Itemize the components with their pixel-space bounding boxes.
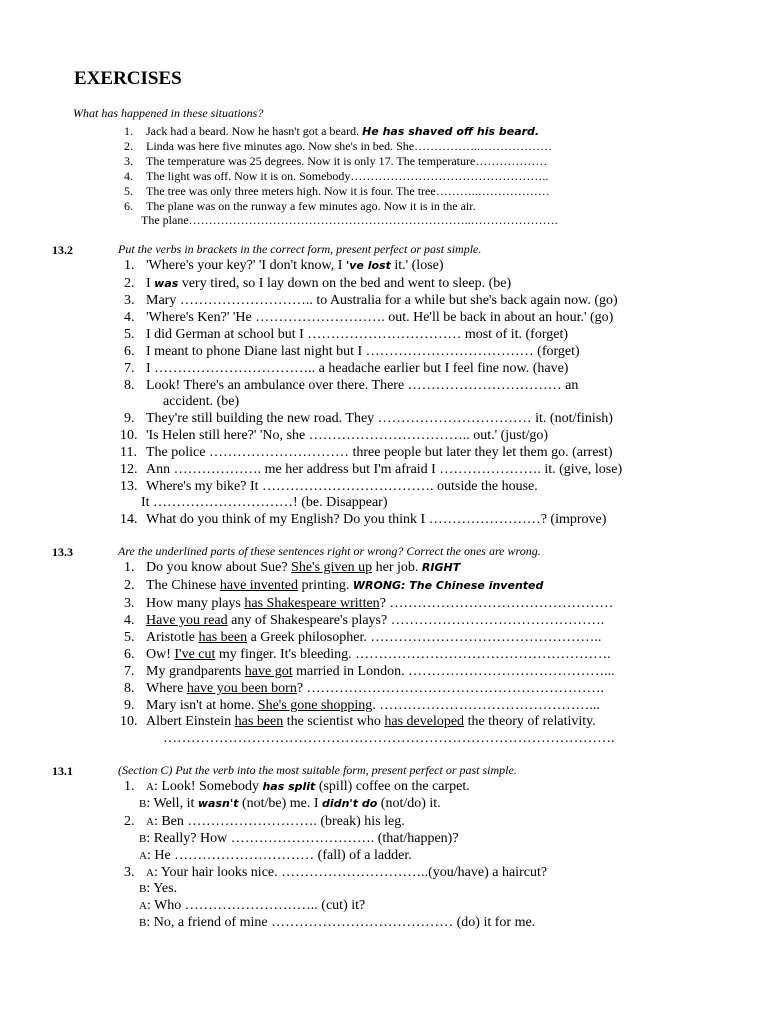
speaker-label: A xyxy=(146,816,154,828)
sentence-text: my finger. It's bleeding. ………………………………………………. xyxy=(215,647,611,662)
item-number: 4. xyxy=(124,310,135,325)
item-number: 10. xyxy=(120,714,138,729)
item-number: 4. xyxy=(124,613,135,628)
item-text xyxy=(139,881,177,897)
sentence-text: accident. (be) xyxy=(163,394,240,409)
item-number: 2. xyxy=(124,814,135,829)
item-text xyxy=(146,714,596,730)
ex4-number: 13.1 xyxy=(52,764,73,778)
item-number: 7. xyxy=(124,361,135,376)
item-text xyxy=(163,394,239,410)
item-number: 8. xyxy=(124,378,135,393)
ex3-instruction: Are the underlined parts of these sentences right or wrong? Correct the ones are wrong. xyxy=(118,544,541,558)
sentence-text: 'Is Helen still here?' 'No, she …………………………….. out.' (just/go) xyxy=(146,428,549,443)
sentence-text: I xyxy=(146,276,155,291)
sentence-text: the theory of relativity. xyxy=(464,714,596,729)
speaker-label: B xyxy=(139,883,147,895)
sentence-text: : Yes. xyxy=(146,881,178,896)
item-text xyxy=(146,184,550,199)
item-number: 5. xyxy=(124,327,135,342)
sentence-text: Jack had a beard. Now he hasn't got a beard. xyxy=(146,124,363,138)
sentence-text: The light was off. Now it is on. Somebody………………………………………….. xyxy=(146,169,549,183)
sentence-text: I did German at school but I …………………………… most of it. (forget) xyxy=(146,327,569,342)
item-number: 11. xyxy=(120,445,137,460)
item-text xyxy=(146,169,548,184)
sentence-text: . ………………………………………... xyxy=(372,698,600,713)
item-text xyxy=(146,361,568,377)
underlined-text: have invented xyxy=(219,578,299,593)
item-text xyxy=(146,344,580,360)
sentence-text: : He ………………………… (fall) of a ladder. xyxy=(146,848,412,863)
sentence-text: 'Where's Ken?' 'He ………………………. out. He'll be back in about an hour.' (go) xyxy=(146,310,614,325)
sentence-text: ? ………………………………………… xyxy=(379,596,614,611)
item-text xyxy=(146,462,622,478)
sentence-text: Aristotle xyxy=(146,630,199,645)
item-number: 10. xyxy=(120,428,138,443)
item-text xyxy=(146,560,460,576)
sentence-text: Do you know about Sue? xyxy=(146,560,292,575)
item-number: 2. xyxy=(124,139,133,153)
sentence-text: Ann ………………. me her address but I'm afraid I …………………. it. (give, lose) xyxy=(146,462,623,477)
item-number: 3. xyxy=(124,596,135,611)
item-number: 1. xyxy=(124,258,135,273)
item-text xyxy=(146,779,470,795)
item-text xyxy=(139,796,441,812)
sentence-text: I …………………………….. a headache earlier but I feel fine now. (have) xyxy=(146,361,569,376)
ex3-number: 13.3 xyxy=(52,545,73,559)
sentence-text: I meant to phone Diane last night but I ……………………………… (forget) xyxy=(146,344,580,359)
item-number: 3. xyxy=(124,293,135,308)
item-number: 2. xyxy=(124,276,135,291)
item-number: 5. xyxy=(124,630,135,645)
item-text xyxy=(146,411,613,427)
item-text xyxy=(146,124,539,139)
item-text xyxy=(139,915,535,931)
answer-text: WRONG: The Chinese invented xyxy=(352,579,544,592)
underlined-text: have you been born xyxy=(186,681,297,696)
sentence-text: : Your hair looks nice. …………………………..(you/have) a haircut? xyxy=(153,865,548,880)
sentence-text: married in London. ……………………………………... xyxy=(292,664,615,679)
sentence-text: Albert Einstein xyxy=(146,714,235,729)
sentence-text: (not/be) me. I xyxy=(238,796,323,811)
item-text xyxy=(146,578,543,594)
sentence-text: Mary isn't at home. xyxy=(146,698,258,713)
answer-text: wasn't xyxy=(197,797,239,810)
item-number: 4. xyxy=(124,169,133,183)
item-text xyxy=(146,512,606,528)
item-text xyxy=(146,276,511,292)
sentence-text: The plane……………………………………………………………..…………………. xyxy=(141,213,558,227)
item-text xyxy=(141,213,558,228)
item-text xyxy=(146,698,600,714)
item-text xyxy=(146,310,613,326)
item-number: 8. xyxy=(124,681,135,696)
sentence-text: printing. xyxy=(298,578,353,593)
sentence-text: a Greek philosopher. ………………………………………….. xyxy=(247,630,602,645)
speaker-label: A xyxy=(146,867,154,879)
item-text xyxy=(146,681,604,697)
speaker-label: A xyxy=(139,850,147,862)
sentence-text: Mary ……………………….. to Australia for a while but she's back again now. (go) xyxy=(146,293,618,308)
answer-text: He has shaved off his beard. xyxy=(362,125,540,138)
sentence-text: They're still building the new road. They …………………………… it. (not/finish) xyxy=(146,411,613,426)
underlined-text: I've cut xyxy=(174,647,216,662)
item-text xyxy=(146,630,601,646)
ex2-instruction: Put the verbs in brackets in the correct form, present perfect or past simple. xyxy=(118,242,482,256)
sentence-text: The Chinese xyxy=(146,578,220,593)
answer-text: has split xyxy=(262,780,316,793)
item-number: 3. xyxy=(124,154,133,168)
underlined-text: has been xyxy=(234,714,284,729)
item-text xyxy=(139,848,412,864)
item-text xyxy=(163,731,615,747)
item-number: 5. xyxy=(124,184,133,198)
item-number: 1. xyxy=(124,124,133,138)
item-text xyxy=(146,154,547,169)
underlined-text: has been xyxy=(198,630,248,645)
sentence-text: : Look! Somebody xyxy=(153,779,263,794)
sentence-text: Linda was here five minutes ago. Now she's in bed. She……………..……………… xyxy=(146,139,553,153)
item-text xyxy=(146,479,538,495)
item-number: 6. xyxy=(124,344,135,359)
sentence-text: Ow! xyxy=(146,647,175,662)
item-text xyxy=(146,258,444,274)
sentence-text: The plane was on the runway a few minutes ago. Now it is in the air. xyxy=(146,199,476,213)
item-text xyxy=(146,293,618,309)
speaker-label: A xyxy=(139,900,147,912)
underlined-text: has developed xyxy=(384,714,465,729)
underlined-text: She's given up xyxy=(291,560,373,575)
item-text xyxy=(139,898,365,914)
sentence-text: ? ………………………………………………………. xyxy=(296,681,605,696)
underlined-text: She's gone shopping xyxy=(257,698,373,713)
sentence-text: It …………………………! (be. Disappear) xyxy=(141,495,388,510)
item-text xyxy=(146,596,613,612)
speaker-label: B xyxy=(139,798,147,810)
speaker-label: A xyxy=(146,781,154,793)
sentence-text: the scientist who xyxy=(283,714,385,729)
item-number: 3. xyxy=(124,865,135,880)
sentence-text: The temperature was 25 degrees. Now it is only 17. The temperature……………… xyxy=(146,154,548,168)
item-text xyxy=(146,613,604,629)
item-number: 9. xyxy=(124,698,135,713)
sentence-text: The police ………………………… three people but later they let them go. (arrest) xyxy=(146,445,613,460)
sentence-text: Where xyxy=(146,681,187,696)
sentence-text: : Really? How …………………………. (that/happen)? xyxy=(146,831,459,846)
underlined-text: has Shakespeare written xyxy=(244,596,380,611)
answer-text: 've lost xyxy=(345,259,391,272)
item-number: 1. xyxy=(124,560,135,575)
item-text xyxy=(146,647,611,663)
underlined-text: have got xyxy=(244,664,293,679)
sentence-text: How many plays xyxy=(146,596,245,611)
item-number: 2. xyxy=(124,578,135,593)
sentence-text: 'Where's your key?' 'I don't know, I xyxy=(146,258,346,273)
sentence-text: very tired, so I lay down on the bed and went to sleep. (be) xyxy=(178,276,512,291)
item-text xyxy=(146,378,578,394)
page-title: EXERCISES xyxy=(74,68,182,89)
ex1-instruction: What has happened in these situations? xyxy=(73,106,264,120)
speaker-label: B xyxy=(139,917,147,929)
sentence-text: : No, a friend of mine ………………………………… (do) it for me. xyxy=(146,915,536,930)
sentence-text: (not/do) it. xyxy=(377,796,441,811)
sentence-text: : Ben ………………………. (break) his leg. xyxy=(153,814,405,829)
item-text xyxy=(141,495,388,511)
answer-text: was xyxy=(154,277,179,290)
ex4-instruction: (Section C) Put the verb into the most suitable form, present perfect or past simple. xyxy=(118,763,517,777)
sentence-text: Where's my bike? It ………………………………. outside the house. xyxy=(146,479,538,494)
speaker-label: B xyxy=(139,833,147,845)
item-number: 1. xyxy=(124,779,135,794)
item-text xyxy=(146,814,405,830)
item-number: 6. xyxy=(124,647,135,662)
item-text xyxy=(146,664,615,680)
item-number: 7. xyxy=(124,664,135,679)
sentence-text: it.' (lose) xyxy=(390,258,444,273)
item-text xyxy=(146,327,568,343)
sentence-text: My grandparents xyxy=(146,664,245,679)
item-text xyxy=(146,199,476,214)
item-text xyxy=(146,445,613,461)
sentence-text: : Who ……………………….. (cut) it? xyxy=(146,898,366,913)
item-number: 6. xyxy=(124,199,133,213)
sentence-text: What do you think of my English? Do you think I ……………………? (improve) xyxy=(146,512,607,527)
item-text xyxy=(146,139,552,154)
item-number: 14. xyxy=(120,512,138,527)
sentence-text: Look! There's an ambulance over there. There …………………………… an xyxy=(146,378,579,393)
item-number: 9. xyxy=(124,411,135,426)
answer-text: didn't do xyxy=(322,797,378,810)
sentence-text: The tree was only three meters high. Now it is four. The tree………..……………… xyxy=(146,184,550,198)
item-number: 13. xyxy=(120,479,138,494)
underlined-text: Have you read xyxy=(146,613,228,628)
answer-text: RIGHT xyxy=(421,561,461,574)
sentence-text: her job. xyxy=(372,560,422,575)
item-text xyxy=(139,831,459,847)
item-text xyxy=(146,428,548,444)
ex2-number: 13.2 xyxy=(52,243,73,257)
sentence-text: ……………………………………………………………………………………. xyxy=(163,731,615,746)
item-text xyxy=(146,865,547,881)
sentence-text: : Well, it xyxy=(146,796,198,811)
sentence-text: (spill) coffee on the carpet. xyxy=(315,779,470,794)
sentence-text: any of Shakespeare's plays? ………………………………………. xyxy=(227,613,605,628)
item-number: 12. xyxy=(120,462,138,477)
